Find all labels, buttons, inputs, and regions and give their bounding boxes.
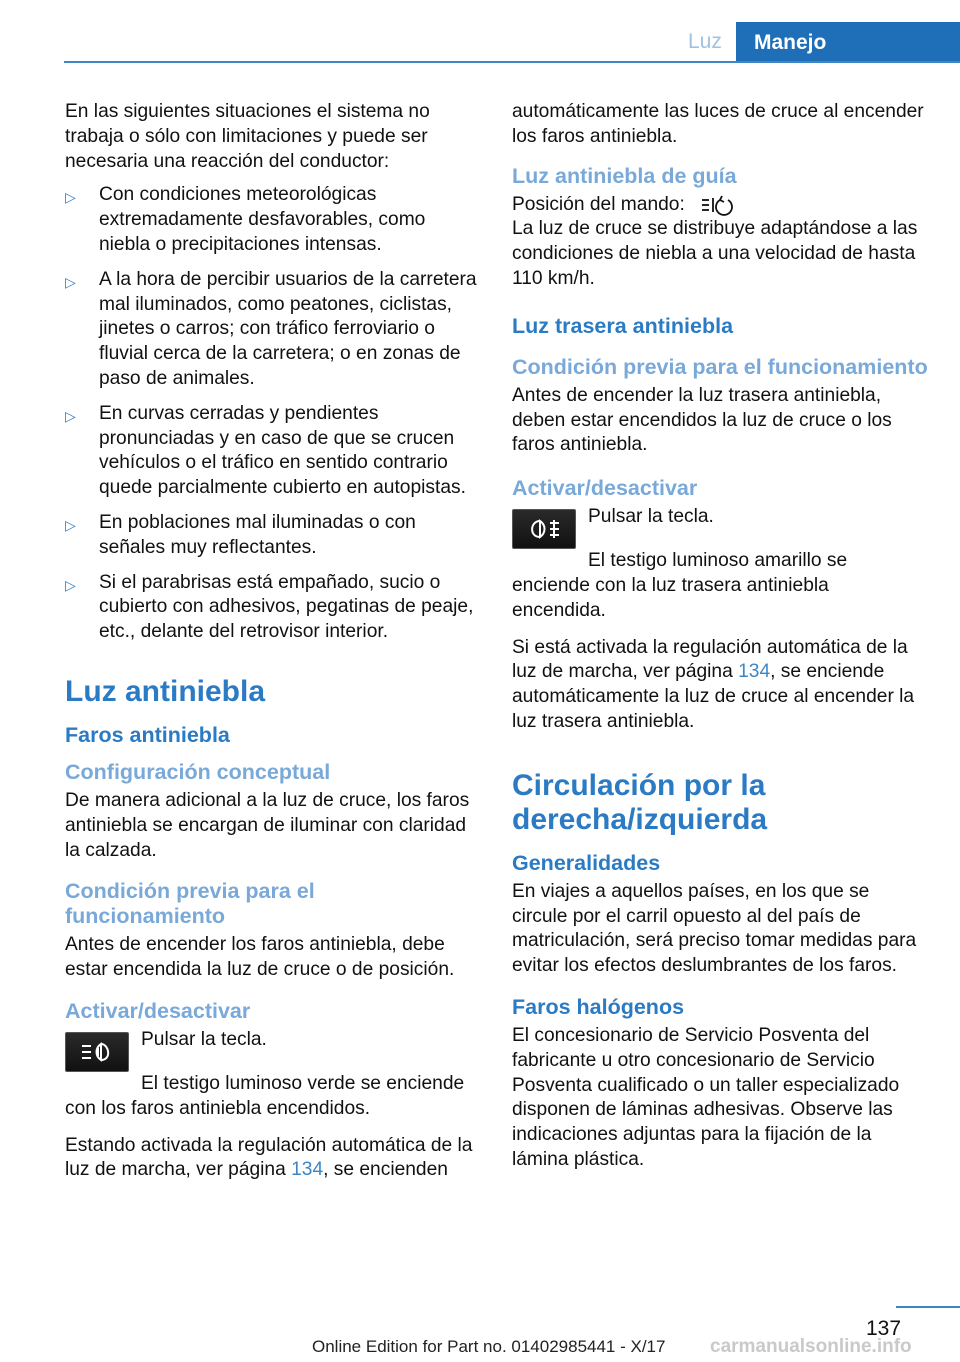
auto-regulation-paragraph: Estando activada la regulación automática de la luz de marcha, ver página 134, se encienden: [65, 1134, 473, 1181]
continuation-paragraph: automáticamente las luces de cruce al encender los faros antiniebla.: [512, 101, 924, 147]
rear-precondition-paragraph: Antes de encender la luz trasera antiniebla, deben estar encendidos la luz de cruce o los faros antiniebla.: [512, 384, 892, 456]
press-key-label: Pulsar la tecla.: [588, 506, 714, 528]
right-column: [512, 100, 928, 1182]
rear-fog-key-row: [512, 505, 928, 549]
heading-rear-activate: Activar/desactivar: [512, 476, 698, 501]
concept-paragraph: De manera adicional a la luz de cruce, los faros antiniebla se encargan de iluminar con claridad la calzada.: [65, 789, 470, 861]
triangle-right-icon: ▷: [65, 516, 76, 533]
heading-driving-side: Circulación por la derecha/izquierda: [512, 768, 768, 836]
triangle-right-icon: ▷: [65, 576, 76, 593]
heading-concept: Configuración conceptual: [65, 759, 331, 784]
list-item: ▷ En poblaciones mal iluminadas o con señales muy reflectantes.: [65, 511, 416, 558]
front-fog-light-button[interactable]: [65, 1032, 129, 1072]
footer-rule: [896, 1306, 960, 1308]
front-fog-key-row: [65, 1028, 479, 1072]
general-paragraph: En viajes a aquellos países, en los que se circule por el carril opuesto al del país de matriculación, será preciso tomar medidas para evitar los efectos deslumbrantes de los faros.: [512, 880, 917, 977]
heading-halogen: Faros halógenos: [512, 994, 685, 1019]
page-number: 137: [866, 1317, 902, 1340]
rear-auto-regulation-paragraph: Si está activada la regulación automática de la luz de marcha, ver página 134, se enciende automáticamente la luz de cruce al encender la luz trasera antiniebla.: [512, 636, 915, 732]
heading-rear-fog: Luz trasera antiniebla: [512, 313, 734, 338]
list-item: ▷ Si el parabrisas está empañado, sucio o cubierto con adhesivos, pegatinas de peaje, etc., delante del retrovisor interior.: [65, 571, 474, 643]
edition-note: Online Edition for Part no. 01402985441 - X/17: [312, 1337, 666, 1356]
front-fog-indicator-text: El testigo luminoso verde se enciende con los faros antiniebla encendidos.: [65, 1072, 465, 1119]
intro-paragraph: En las siguientes situaciones el sistema no trabaja o sólo con limitaciones y puede ser necesaria una reacción del conductor:: [65, 101, 430, 172]
limitations-list: [65, 183, 479, 645]
list-item: ▷ Con condiciones meteorológicas extremadamente desfavorables, como niebla o precipitaciones intensas.: [65, 184, 426, 255]
front-fog-light-icon: [79, 1041, 115, 1063]
heading-precondition: Condición previa para el funcionamiento: [65, 879, 315, 929]
rear-fog-light-icon: [526, 518, 562, 540]
triangle-right-icon: ▷: [65, 273, 76, 290]
left-column: [65, 100, 479, 1192]
heading-guide-fog: Luz antiniebla de guía: [512, 163, 737, 188]
header-chapter-tab: Manejo: [736, 22, 960, 63]
press-key-label: Pulsar la tecla.: [141, 1028, 267, 1050]
heading-fog-lights: Luz antiniebla: [65, 674, 266, 708]
guide-paragraph: La luz de cruce se distribuye adaptándose a las condiciones de niebla a una velocidad de hasta 110 km/h.: [512, 218, 918, 289]
rear-fog-key-text: [588, 505, 928, 530]
list-item: ▷ A la hora de percibir usuarios de la carretera mal iluminados, como peatones, ciclistas, jinetes o carros; con tráfico ferroviario o fluvial cerca de la carretera; o en zonas de paso de animales.: [65, 268, 477, 389]
rear-fog-indicator-text: El testigo luminoso amarillo se enciende con la luz trasera antiniebla encendida.: [512, 550, 848, 621]
header-rule: [64, 61, 960, 63]
rear-fog-light-button[interactable]: [512, 509, 576, 549]
header-section-label: Luz: [688, 30, 722, 53]
guide-position-line: Posición del mando:: [512, 193, 928, 218]
list-item: ▷ En curvas cerradas y pendientes pronunciadas y en caso de que se crucen vehículos o el tráfico en sentido contrario quede parcialmente cubierto en autopistas.: [65, 402, 466, 499]
heading-general: Generalidades: [512, 850, 661, 875]
halogen-paragraph: El concesionario de Servicio Posventa del fabricante u otro concesionario de Servicio Posventa cualificado o un taller especializado disponen de láminas adhesivas. Observe las indicaciones adjuntas para la fijación de la lámina plástica.: [512, 1024, 900, 1170]
fog-guide-position-icon: [700, 194, 738, 216]
page-link[interactable]: 134: [738, 661, 771, 683]
heading-rear-precondition: Condición previa para el funcionamiento: [512, 354, 928, 379]
triangle-right-icon: ▷: [65, 189, 76, 206]
front-fog-key-text: [141, 1028, 479, 1053]
triangle-right-icon: ▷: [65, 407, 76, 424]
heading-front-fog: Faros antiniebla: [65, 722, 230, 747]
precondition-paragraph: Antes de encender los faros antiniebla, debe estar encendida la luz de cruce o de posición.: [65, 934, 455, 981]
heading-activate: Activar/desactivar: [65, 998, 251, 1023]
page-link[interactable]: 134: [291, 1159, 324, 1181]
watermark: carmanualsonline.info: [710, 1336, 912, 1357]
